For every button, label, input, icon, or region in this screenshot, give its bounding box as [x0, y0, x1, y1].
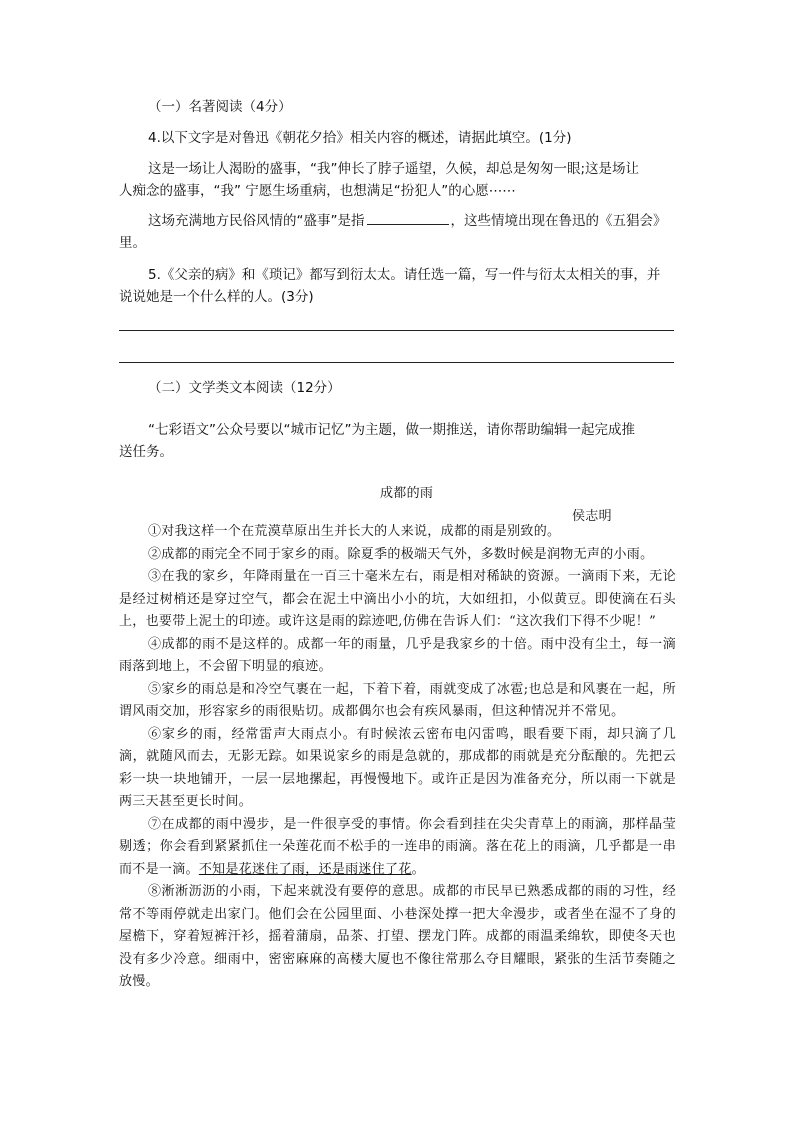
article-paragraph	[119, 814, 676, 882]
section-intro: 送任务。	[119, 444, 173, 460]
question-4-passage-line: 人痴念的盛事，“我” 宁愿生场重病，也想满足“扮犯人”的心愿⋯⋯	[119, 183, 516, 199]
paragraph-text: ⑦在成都的雨中漫步，是一件很享受的事情。你会看到挂在尖尖青草上的雨滴，那样晶莹剔透；你会看到紧紧抓住一朵莲花而不松手的一连串的雨滴。落在花上的雨滴，几乎都是一串而不是一滴。	[119, 816, 676, 877]
section-heading-classics: （一）名著阅读（4分）	[148, 99, 292, 115]
article-paragraph: ④成都的雨不是这样的。成都一年的雨量，几乎是我家乡的十倍。雨中没有尘土，每一滴雨落到地上，不会留下明显的痕迹。	[119, 636, 676, 674]
article-paragraph: ②成都的雨完全不同于家乡的雨。除夏季的极端天气外，多数时候是润物无声的小雨。	[148, 546, 654, 562]
question-4-passage-line: 这是一场让人渴盼的盛事，“我”伸长了脖子遥望，久候，却总是匆匆一眼;这是场让	[148, 161, 640, 177]
question-4-fill-end: 里。	[119, 235, 146, 251]
question-4-prompt: 4.以下文字是对鲁迅《朝花夕拾》相关内容的概述，请据此填空。(1分)	[148, 130, 572, 146]
section-intro: “七彩语文”公众号要以“城市记忆”为主题，做一期推送，请你帮助编辑一起完成推	[148, 422, 635, 438]
article-paragraph: ⑥家乡的雨，经常雷声大雨点小。有时候浓云密布电闪雷鸣，眼看要下雨，却只滴了几滴，就随风而去，无影无踪。如果说家乡的雨是急就的，那成都的雨就是充分酝酿的。先把云彩一块一块地铺开，一层一层地摞起，再慢慢地下。或许正是因为准备充分，所以雨一下就是两三天甚至更长时间。	[119, 726, 676, 809]
answer-line[interactable]	[119, 362, 674, 363]
fill-text-before: 这场充满地方民俗风情的“盛事”是指	[148, 213, 365, 229]
paragraph-text: 。	[411, 861, 425, 877]
question-5-prompt: 说说她是一个什么样的人。(3分)	[119, 289, 314, 305]
question-5-prompt: 5.《父亲的病》和《琐记》都写到衍太太。请任选一篇，写一件与衍太太相关的事，并	[148, 267, 661, 283]
question-4-fill-sentence	[148, 211, 667, 231]
section-heading-literary: （二）文学类文本阅读（12分）	[148, 380, 341, 396]
article-paragraph: ③在我的家乡，年降雨量在一百三十毫米左右，雨是相对稀缺的资源。一滴雨下来，无论是经过树梢还是穿过空气，都会在泥土中滴出小小的坑，大如纽扣，小似黄豆。即使滴在石头上，也要带上泥土的印迹。或许这是雨的踪迹吧,仿佛在告诉人们：“这次我们下得不少呢！”	[119, 569, 676, 629]
underlined-sentence: 不知是花迷住了雨，还是雨迷住了花	[198, 861, 412, 877]
article-paragraph: ⑧淅淅沥沥的小雨，下起来就没有要停的意思。成都的市民早已熟悉成都的雨的习性，经常不等雨停就走出家门。他们会在公园里面、小巷深处撑一把大伞漫步，或者坐在湿不了身的屋檐下，穿着短裤汗衫，摇着蒲扇，品茶、打望、摆龙门阵。成都的雨温柔绵软，即使冬天也没有多少冷意。细雨中，密密麻麻的高楼大厦也不像往常那么夺目耀眼，紧张的生活节奏随之放慢。	[119, 884, 676, 989]
article-paragraph: ⑤家乡的雨总是和冷空气裹在一起，下着下着，雨就变成了冰雹;也总是和风裹在一起，所谓风雨交加，形容家乡的雨很贴切。成都偶尔也会有疾风暴雨，但这种情况并不常见。	[119, 681, 676, 719]
fill-blank[interactable]	[367, 212, 449, 225]
article-paragraph: ①对我这样一个在荒漠草原出生并长大的人来说，成都的雨是别致的。	[148, 524, 561, 539]
article-title: 成都的雨	[380, 486, 434, 501]
article-body	[119, 521, 676, 994]
answer-line[interactable]	[119, 330, 674, 331]
fill-text-after: ，这些情境出现在鲁迅的《五猖会》	[450, 213, 667, 229]
article-author: 侯志明	[572, 509, 612, 524]
